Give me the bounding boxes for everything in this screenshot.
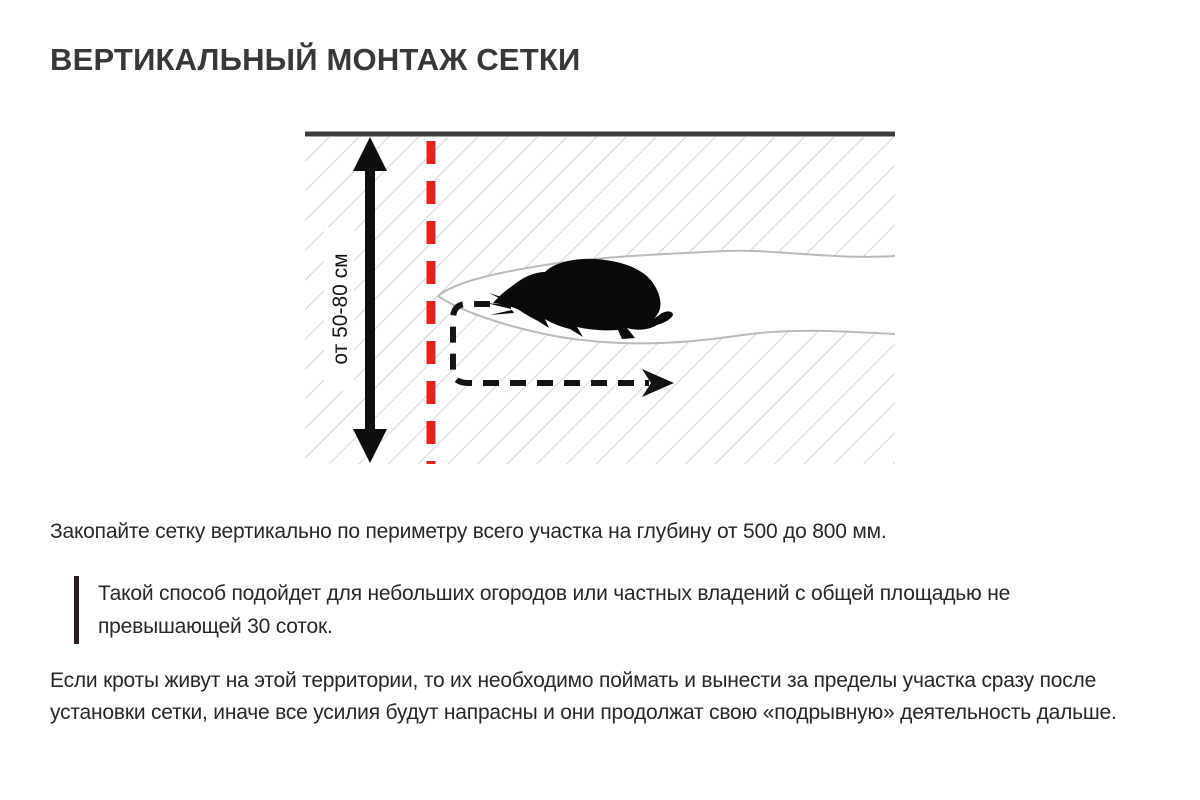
vertical-mesh-diagram — [305, 131, 895, 465]
paragraph-install: Закопайте сетку вертикально по периметру всего участка на глубину от 500 до 800 мм. — [50, 520, 887, 543]
depth-label: от 50-80 см — [329, 253, 352, 365]
depth-label-group — [324, 227, 354, 391]
diagram-figure — [305, 131, 895, 465]
note-blockquote — [74, 576, 1098, 644]
note-text: Такой способ подойдет для небольших огородов или частных владений с общей площадью не превышающей 30 соток. — [98, 582, 1011, 638]
page-title: ВЕРТИКАЛЬНЫЙ МОНТАЖ СЕТКИ — [50, 42, 581, 77]
paragraph-moles: Если кроты живут на этой территории, то их необходимо поймать и вынести за пределы участка сразу после установки сетки, иначе все усилия будут напрасны и они продолжат свою «подрывную» деятельность дальше. — [50, 669, 1117, 724]
